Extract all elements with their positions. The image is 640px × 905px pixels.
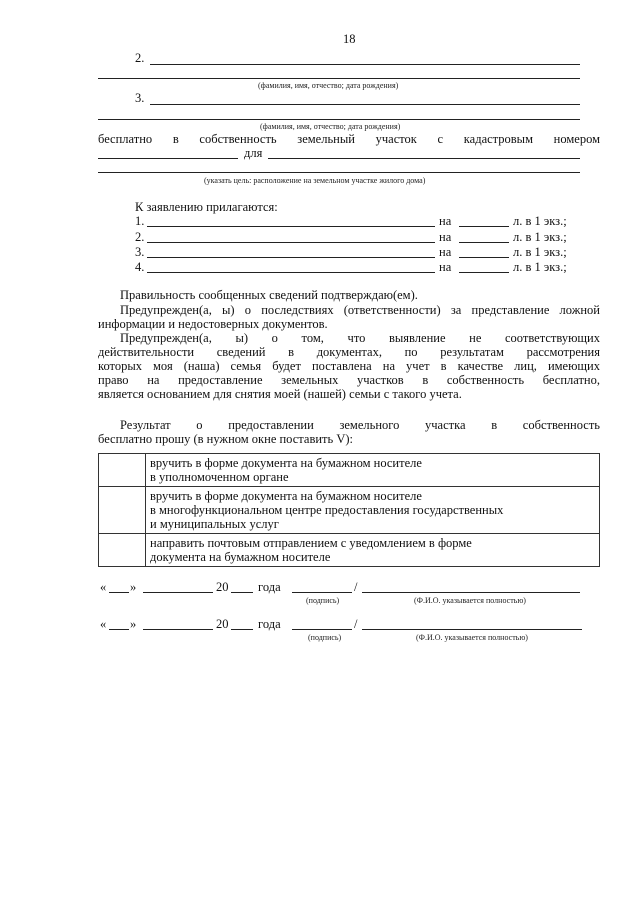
option-checkbox[interactable] (99, 454, 146, 487)
for-word: для (244, 146, 263, 160)
result-line-1: Результат о предоставлении земельного участка в собственность (120, 418, 600, 432)
attachment-title-line[interactable] (147, 260, 435, 273)
land-text-line1: бесплатно в собственность земельный участок с кадастровым номером (98, 132, 600, 146)
full-name-caption: (Ф.И.О. указывается полностью) (414, 596, 526, 605)
purpose-line[interactable] (268, 158, 580, 159)
warning-line: право на предоставление земельных участков в собственность бесплатно, (98, 373, 600, 387)
attachment-row (135, 260, 595, 275)
option-text (146, 454, 600, 487)
attachment-title-line[interactable] (147, 214, 435, 227)
day-line[interactable] (109, 629, 129, 630)
attachment-pages-line[interactable] (459, 245, 509, 258)
attachment-title-line[interactable] (147, 230, 435, 243)
option-checkbox[interactable] (99, 487, 146, 534)
month-line[interactable] (143, 629, 213, 630)
option-text (146, 487, 600, 534)
applicant-3-dob-line[interactable] (98, 119, 580, 120)
attachment-title-line[interactable] (147, 245, 435, 258)
applicant-2-dob-line[interactable] (98, 78, 580, 79)
date-close-quote: » (130, 617, 137, 631)
applicant-2-caption: (фамилия, имя, отчество; дата рождения) (258, 81, 399, 90)
date-open-quote: « (100, 617, 107, 631)
attachment-pages-line[interactable] (459, 230, 509, 243)
year-word: года (258, 617, 281, 631)
attachment-na: на (439, 245, 452, 259)
delivery-options-table (98, 453, 600, 567)
signature-caption: (подпись) (306, 596, 340, 605)
delivery-option (99, 487, 600, 534)
attachment-pages-line[interactable] (459, 260, 509, 273)
applicant-3-name-line[interactable] (150, 104, 580, 105)
attachment-na: на (439, 230, 452, 244)
option-line: в уполномоченном органе (150, 470, 289, 484)
delivery-option (99, 534, 600, 567)
day-line[interactable] (109, 592, 129, 593)
purpose-caption: (указать цель: расположение на земельном участке жилого дома) (204, 176, 426, 185)
year-line[interactable] (231, 592, 253, 593)
result-line-2: бесплатно прошу (в нужном окне поставить V): (98, 432, 353, 446)
attachment-pages-line[interactable] (459, 214, 509, 227)
attachment-row (135, 245, 595, 260)
option-line: и муниципальных услуг (150, 517, 279, 531)
confirm-statement: Правильность сообщенных сведений подтверждаю(ем). (120, 288, 418, 302)
attachment-row (135, 230, 595, 245)
date-open-quote: « (100, 580, 107, 594)
option-checkbox[interactable] (99, 534, 146, 567)
cadastral-number-line[interactable] (98, 158, 238, 159)
option-line: направить почтовым отправлением с уведомлением в форме (150, 536, 472, 550)
signature-caption: (подпись) (308, 633, 342, 642)
option-line: вручить в форме документа на бумажном носителе (150, 456, 422, 470)
attachment-tail: л. в 1 экз.; (513, 260, 567, 274)
warning-line: Предупрежден(а, ы) о том, что выявление не соответствующих (120, 331, 600, 345)
attachment-na: на (439, 260, 452, 274)
option-line: в многофункциональном центре предоставления государственных (150, 503, 504, 517)
purpose-line-2[interactable] (98, 172, 580, 173)
attachment-tail: л. в 1 экз.; (513, 245, 567, 259)
warning-line: действительности сведений в документах, по результатам рассмотрения (98, 345, 600, 359)
option-line: документа на бумажном носителе (150, 550, 331, 564)
year-word: года (258, 580, 281, 594)
applicant-2-name-line[interactable] (150, 64, 580, 65)
attachment-tail: л. в 1 экз.; (513, 230, 567, 244)
full-name-caption: (Ф.И.О. указывается полностью) (416, 633, 528, 642)
date-close-quote: » (130, 580, 137, 594)
applicant-3-caption: (фамилия, имя, отчество; дата рождения) (260, 122, 401, 131)
option-line: вручить в форме документа на бумажном носителе (150, 489, 422, 503)
signature-line[interactable] (292, 592, 352, 593)
attachment-number: 1. (135, 214, 145, 228)
year-line[interactable] (231, 629, 253, 630)
attachment-number: 2. (135, 230, 145, 244)
page-number: 18 (343, 32, 356, 46)
applicant-2-number: 2. (135, 51, 145, 65)
slash: / (354, 617, 358, 631)
warning-statement-2 (98, 331, 600, 401)
signature-line[interactable] (292, 629, 352, 630)
attachments-heading: К заявлению прилагаются: (135, 200, 278, 214)
slash: / (354, 580, 358, 594)
month-line[interactable] (143, 592, 213, 593)
applicant-3-number: 3. (135, 91, 145, 105)
warning-line: является основанием для снятия моей (нашей) семьи с такого учета. (98, 387, 462, 401)
warning-statement-1: Предупрежден(а, ы) о последствиях (ответственности) за представление ложной информации и недостоверных документов. (98, 303, 600, 331)
attachment-row (135, 214, 595, 229)
year-prefix: 20 (216, 580, 229, 594)
attachment-number: 4. (135, 260, 145, 274)
attachment-na: на (439, 214, 452, 228)
full-name-line[interactable] (362, 592, 580, 593)
attachment-number: 3. (135, 245, 145, 259)
option-text (146, 534, 600, 567)
year-prefix: 20 (216, 617, 229, 631)
full-name-line[interactable] (362, 629, 582, 630)
attachment-tail: л. в 1 экз.; (513, 214, 567, 228)
warning-line: которых моя (наша) семья будет поставлена на учет в качестве лиц, имеющих (98, 359, 600, 373)
delivery-option (99, 454, 600, 487)
